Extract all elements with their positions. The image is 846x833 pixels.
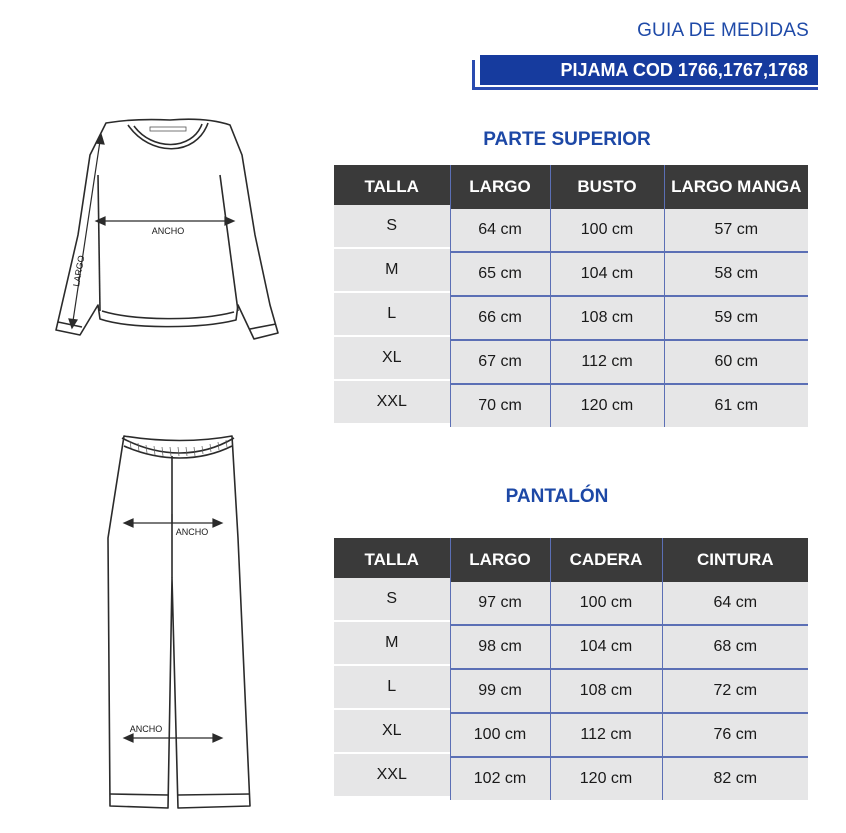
- largo-manga-cell: 61 cm: [664, 384, 808, 427]
- table-row: [334, 384, 808, 427]
- table-row: [334, 757, 808, 800]
- size-cell: S: [334, 578, 450, 621]
- size-cell: M: [334, 248, 450, 292]
- pants-hem-left: [110, 794, 168, 795]
- busto-cell: 104 cm: [550, 252, 664, 296]
- size-cell: M: [334, 621, 450, 665]
- shirt-label-tag: [150, 127, 186, 131]
- busto-cell: 112 cm: [550, 340, 664, 384]
- header-cintura: CINTURA: [662, 538, 808, 582]
- largo-cell: 70 cm: [450, 384, 550, 427]
- header-largo: LARGO: [450, 538, 550, 582]
- largo-cell: 64 cm: [450, 209, 550, 252]
- table-row: [334, 625, 808, 669]
- page-title: GUIA DE MEDIDAS: [637, 20, 809, 41]
- size-cell: XXL: [334, 753, 450, 796]
- cadera-cell: 104 cm: [550, 625, 662, 669]
- header-busto: BUSTO: [550, 165, 664, 209]
- cintura-cell: 68 cm: [662, 625, 808, 669]
- cintura-cell: 82 cm: [662, 757, 808, 800]
- pants-hem-label: ANCHO: [129, 724, 163, 734]
- cintura-cell: 72 cm: [662, 669, 808, 713]
- pants-diagram: [100, 428, 260, 813]
- shirt-width-arrow: [96, 217, 234, 225]
- table-row: [334, 252, 808, 296]
- top-section-title: PARTE SUPERIOR: [483, 129, 651, 150]
- bottom-section-title: PANTALÓN: [505, 486, 609, 507]
- product-banner: [480, 55, 818, 85]
- size-cell: XXL: [334, 380, 450, 423]
- size-cell: S: [334, 205, 450, 248]
- size-cell: L: [334, 665, 450, 709]
- shirt-diagram: [50, 115, 285, 350]
- busto-cell: 100 cm: [550, 209, 664, 252]
- header-talla: TALLA: [334, 538, 450, 582]
- pants-hip-arrow: [124, 514, 222, 527]
- busto-cell: 108 cm: [550, 296, 664, 340]
- largo-cell: 65 cm: [450, 252, 550, 296]
- cintura-cell: 76 cm: [662, 713, 808, 757]
- table-row: [334, 669, 808, 713]
- pants-hem-right: [178, 794, 250, 795]
- busto-cell: 120 cm: [550, 384, 664, 427]
- pants-outline: [108, 436, 250, 808]
- shirt-side-seam-right: [220, 175, 238, 311]
- table-row: [334, 340, 808, 384]
- shirt-width-label: ANCHO: [151, 226, 185, 236]
- largo-cell: 99 cm: [450, 669, 550, 713]
- header-largo: LARGO: [450, 165, 550, 209]
- cadera-cell: 120 cm: [550, 757, 662, 800]
- table-header-row: [334, 538, 808, 582]
- table-row: [334, 296, 808, 340]
- cadera-cell: 108 cm: [550, 669, 662, 713]
- cadera-cell: 100 cm: [550, 582, 662, 625]
- largo-manga-cell: 58 cm: [664, 252, 808, 296]
- largo-cell: 67 cm: [450, 340, 550, 384]
- header-largo-manga: LARGO MANGA: [664, 165, 808, 209]
- size-cell: L: [334, 292, 450, 336]
- largo-cell: 98 cm: [450, 625, 550, 669]
- pants-hem-arrow: [124, 734, 222, 742]
- largo-manga-cell: 60 cm: [664, 340, 808, 384]
- shirt-length-label: LARGO: [71, 254, 87, 288]
- largo-cell: 97 cm: [450, 582, 550, 625]
- top-size-table: [334, 165, 808, 427]
- pants-hip-label: ANCHO: [175, 527, 209, 537]
- largo-manga-cell: 57 cm: [664, 209, 808, 252]
- cintura-cell: 64 cm: [662, 582, 808, 625]
- largo-cell: 100 cm: [450, 713, 550, 757]
- largo-cell: 102 cm: [450, 757, 550, 800]
- largo-manga-cell: 59 cm: [664, 296, 808, 340]
- shirt-side-seam-left: [98, 175, 100, 311]
- size-cell: XL: [334, 336, 450, 380]
- bottom-size-table: [334, 538, 808, 800]
- header-talla: TALLA: [334, 165, 450, 209]
- largo-cell: 66 cm: [450, 296, 550, 340]
- size-cell: XL: [334, 709, 450, 753]
- table-header-row: [334, 165, 808, 209]
- header-cadera: CADERA: [550, 538, 662, 582]
- shirt-cuff-right: [250, 324, 276, 329]
- table-row: [334, 713, 808, 757]
- cadera-cell: 112 cm: [550, 713, 662, 757]
- product-code: PIJAMA COD 1766,1767,1768: [560, 59, 808, 80]
- shirt-hem-stitch: [102, 311, 234, 319]
- table-row: [334, 209, 808, 252]
- table-row: [334, 582, 808, 625]
